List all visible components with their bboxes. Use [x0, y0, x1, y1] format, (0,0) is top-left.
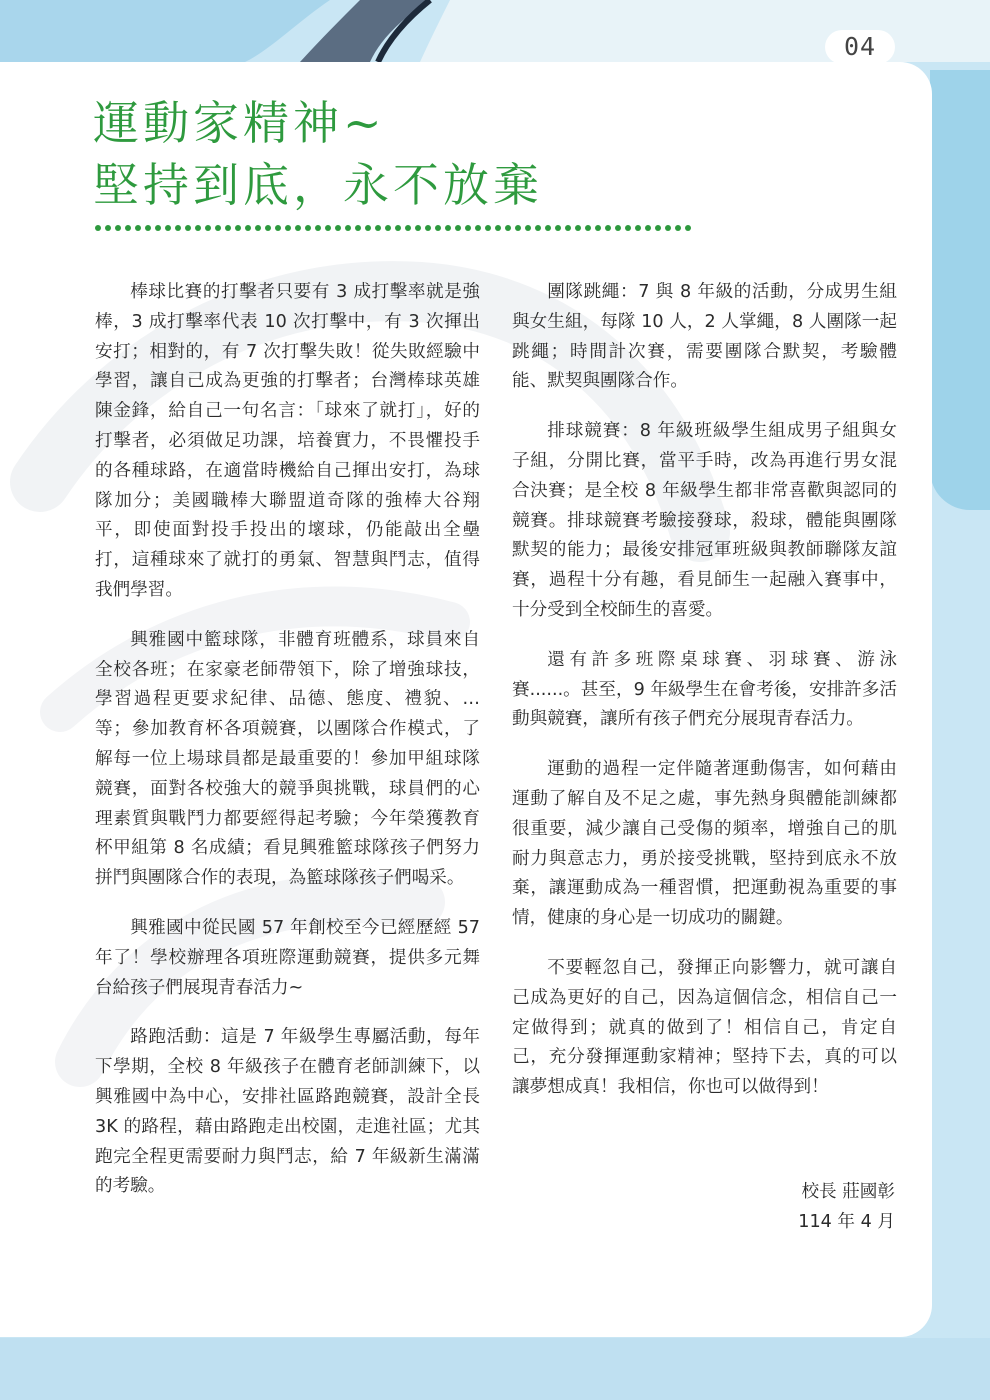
divider-dot — [675, 225, 681, 231]
divider-dot — [145, 225, 151, 231]
divider-dot — [235, 225, 241, 231]
divider-dot — [685, 225, 691, 231]
divider-dot — [185, 225, 191, 231]
divider-dot — [465, 225, 471, 231]
divider-dot — [495, 225, 501, 231]
divider-dot — [225, 225, 231, 231]
signature-block — [798, 1177, 895, 1237]
divider-dot — [365, 225, 371, 231]
divider-dot — [335, 225, 341, 231]
dotted-divider — [95, 224, 695, 232]
divider-dot — [325, 225, 331, 231]
divider-dot — [295, 225, 301, 231]
page-title — [93, 92, 653, 216]
divider-dot — [255, 225, 261, 231]
divider-dot — [665, 225, 671, 231]
left-column — [95, 278, 480, 1222]
paragraph: 興雅國中籃球隊，非體育班體系，球員來自全校各班；在家豪老師帶領下，除了增強球技，學習過程更要求紀律、品德、態度、禮貌、…等；參加教育杯各項競賽，以團隊合作模式，了解每一位上場球員都是最重要的！參加甲組球隊競賽，面對各校強大的競爭與挑戰，球員們的心理素質與戰鬥力都要經得起考驗；今年榮獲教育杯甲組第 8 名成績；看見興雅籃球隊孩子們努力拼鬥與團隊合作的表現，為籃球隊孩子們喝采。 — [95, 629, 480, 889]
right-accent-strip — [930, 70, 990, 510]
paragraph: 排球競賽：8 年級班級學生組成男子組與女子組，分開比賽，當平手時，改為再進行男女混合決賽；是全校 8 年級學生都非常喜歡與認同的競賽。排球競賽考驗接發球，殺球，體能與團隊默契的能力；最後安排冠軍班級與教師聯隊友誼賽，過程十分有趣，看見師生一起融入賽事中，十分受到全校師生的喜愛。 — [512, 421, 897, 620]
divider-dot — [275, 225, 281, 231]
divider-dot — [175, 225, 181, 231]
divider-dot — [455, 225, 461, 231]
divider-dot — [405, 225, 411, 231]
divider-dot — [615, 225, 621, 231]
divider-dot — [165, 225, 171, 231]
divider-dot — [265, 225, 271, 231]
divider-dot — [585, 225, 591, 231]
divider-dot — [595, 225, 601, 231]
signature-author: 校長 莊國彰 — [801, 1182, 895, 1202]
divider-dot — [645, 225, 651, 231]
divider-dot — [535, 225, 541, 231]
divider-dot — [375, 225, 381, 231]
divider-dot — [195, 225, 201, 231]
divider-dot — [385, 225, 391, 231]
divider-dot — [155, 225, 161, 231]
divider-dot — [515, 225, 521, 231]
divider-dot — [285, 225, 291, 231]
right-column — [512, 278, 897, 1123]
divider-dot — [475, 225, 481, 231]
divider-dot — [345, 225, 351, 231]
divider-dot — [315, 225, 321, 231]
page-number: 04 — [825, 30, 895, 64]
paragraph: 運動的過程一定伴隨著運動傷害，如何藉由運動了解自及不足之處，事先熱身與體能訓練都很重要，減少讓自己受傷的頻率，增強自己的肌耐力與意志力，勇於接受挑戰，堅持到底永不放棄，讓運動成為一種習慣，把運動視為重要的事情，健康的身心是一切成功的關鍵。 — [512, 759, 897, 929]
divider-dot — [485, 225, 491, 231]
divider-dot — [245, 225, 251, 231]
divider-dot — [525, 225, 531, 231]
divider-dot — [205, 225, 211, 231]
divider-dot — [575, 225, 581, 231]
divider-dot — [605, 225, 611, 231]
divider-dot — [305, 225, 311, 231]
divider-dot — [545, 225, 551, 231]
divider-dot — [445, 225, 451, 231]
bottom-band — [0, 1338, 990, 1400]
signature-date: 114 年 4 月 — [798, 1212, 895, 1232]
divider-dot — [425, 225, 431, 231]
title-line-2: 堅持到底，永不放棄 — [93, 158, 543, 212]
title-line-1: 運動家精神~ — [93, 96, 386, 150]
divider-dot — [505, 225, 511, 231]
paragraph: 路跑活動：這是 7 年級學生專屬活動，每年下學期，全校 8 年級孩子在體育老師訓練下，以興雅國中為中心，安排社區路跑競賽，設計全長 3K 的路程，藉由路跑走出校園，走進社區；尤其跑完全程更需要耐力與鬥志，給 7 年級新生滿滿的考驗。 — [95, 1027, 480, 1197]
divider-dot — [125, 225, 131, 231]
divider-dot — [655, 225, 661, 231]
paragraph: 不要輕忽自己，發揮正向影響力，就可讓自己成為更好的自己，因為這個信念，相信自己一定做得到；就真的做到了！相信自己，肯定自己，充分發揮運動家精神；堅持下去，真的可以讓夢想成真！我相信，你也可以做得到！ — [512, 957, 897, 1098]
divider-dot — [565, 225, 571, 231]
divider-dot — [635, 225, 641, 231]
divider-dot — [555, 225, 561, 231]
divider-dot — [355, 225, 361, 231]
divider-dot — [135, 225, 141, 231]
divider-dot — [115, 225, 121, 231]
divider-dot — [215, 225, 221, 231]
paragraph: 團隊跳繩：7 與 8 年級的活動，分成男生組與女生組，每隊 10 人，2 人掌繩，8 人團隊一起跳繩；時間計次賽，需要團隊合默契，考驗體能、默契與團隊合作。 — [512, 282, 897, 392]
divider-dot — [415, 225, 421, 231]
divider-dot — [435, 225, 441, 231]
paragraph: 還有許多班際桌球賽、羽球賽、游泳賽......。甚至，9 年級學生在會考後，安排許多活動與競賽，讓所有孩子們充分展現青春活力。 — [512, 649, 897, 730]
divider-dot — [395, 225, 401, 231]
divider-dot — [105, 225, 111, 231]
divider-dot — [95, 225, 101, 231]
divider-dot — [625, 225, 631, 231]
paragraph: 棒球比賽的打擊者只要有 3 成打擊率就是強棒，3 成打擊率代表 10 次打擊中，有 3 次揮出安打；相對的，有 7 次打擊失敗！從失敗經驗中學習，讓自己成為更強的打擊者；台灣棒球英雄陳金鋒，給自己一句名言：「球來了就打」，好的打擊者，必須做足功課，培養實力，不畏懼投手的各種球路，在適當時機給自己揮出安打，為球隊加分；美國職棒大聯盟道奇隊的強棒大谷翔平，即使面對投手投出的壞球，仍能敲出全壘打，這種球來了就打的勇氣、智慧與鬥志，值得我們學習。 — [95, 282, 480, 600]
paragraph: 興雅國中從民國 57 年創校至今已經歷經 57 年了！學校辦理各項班際運動競賽，提供多元舞台給孩子們展現青春活力~ — [95, 917, 480, 998]
